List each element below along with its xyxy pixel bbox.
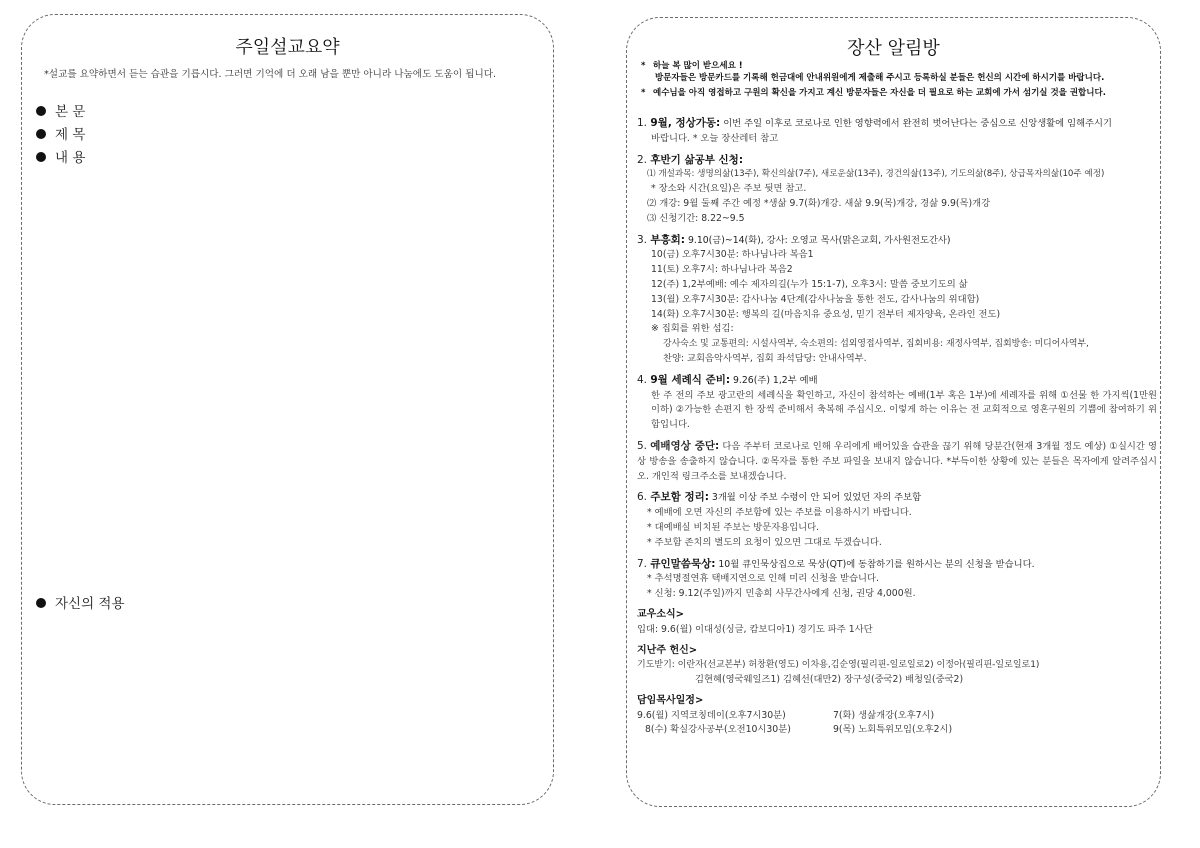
member-news-title: 교우소식> — [637, 608, 685, 620]
visitor-advice: 예수님을 아직 영접하고 구원의 확신을 가지고 계신 방문자들은 자신을 더 필요로 하는 교회에 가서 섬기실 것을 권합니다. — [653, 88, 1106, 98]
scripture-field — [36, 100, 85, 120]
announcement-4: 4. 9월 세례식 준비: 9.26(주) 1,2부 예배 한 주 전의 주보 광고란의 세례식을 확인하고, 자신이 참석하는 예배(1부 혹은 1부)에 세례자를 위해 ①선물 한 가지씩(1만원 이하) ②가능한 손편지 한 장씩 준비해서 축복해 주십시오. 이렇게 하는 이유는 전 교회적으로 영혼구원의 기쁨에 참여하기 위함입니다. — [637, 373, 1157, 431]
sermon-content-field — [36, 146, 85, 166]
schedule-title: 담임목사일정> — [637, 694, 704, 706]
scripture-label: 본 문 — [55, 104, 86, 120]
announcement-5: 5. 예배영상 중단: 다음 주부터 코로나로 인해 우리에게 배어있을 습관을 끊기 위해 당분간(현재 3개월 정도 예상) ①실시간 영상 방송을 송출하지 않습니다. ②목자를 통한 주보 파일을 보내지 않습니다. *부득이한 상황에 있는 분들은 목자에게 알려주십시오. 개인적 링크주소를 보내겠습니다. — [637, 439, 1157, 482]
announcement-3-title: 부흥회: — [650, 233, 686, 246]
offering-title: 지난주 헌신> — [637, 644, 698, 656]
pastor-schedule — [637, 694, 1157, 738]
announcement-7: 7. 큐인말씀묵상: 10월 큐인묵상집으로 묵상(QT)에 동참하기를 원하시는 분의 신청을 받습니다. * 추석명절연휴 택배지연으로 인해 미리 신청을 받습니다. * 신청: 9.12(주일)까지 민총희 사무간사에게 신청, 권당 4,000원. — [637, 557, 1035, 600]
last-week-offering: 지난주 헌신> 기도받기: 이란자(선교본부) 허창환(영도) 이차용,김순영(필리핀-일로일로2) 이정아(필리핀-일로일로1) 김현혜(영국웨일즈1) 김혜선(대만2) 장구성(중국2) 배청일(중국2) — [637, 644, 1157, 688]
welcome-line: 하늘 복 많이 받으세요 ! — [653, 61, 743, 71]
announcement-1: 1. 9월, 정상가동: 이번 주일 이후로 코로나로 인한 영향력에서 완전히 벗어난다는 중심으로 신앙생활에 임해주시기 바랍니다. * 오늘 장산레터 참고 — [637, 117, 1112, 144]
sermon-summary-title: 주일설교요약 — [235, 37, 340, 58]
announcement-1-title: 9월, 정상가동: — [650, 117, 721, 129]
announcement-2-title: 후반기 삶공부 신청: — [650, 153, 744, 166]
announcement-4-title: 9월 세례식 준비: — [650, 373, 731, 386]
member-news: 교우소식> 입대: 9.6(월) 이대성(싱글, 캄보디아1) 경기도 파주 1사단 — [637, 608, 1157, 638]
bullet-icon — [36, 598, 46, 608]
bullet-icon — [36, 129, 46, 139]
sermon-title-label: 제 목 — [55, 127, 86, 143]
application-field — [36, 592, 125, 612]
bullet-icon — [36, 152, 46, 162]
announcement-3: 3. 부흥회: 9.10(금)~14(화), 강사: 오영교 목사(맑은교회, 가사원전도간사) 10(금) 오후7시30분: 하나님나라 복음1 11(토) 오후7시: 하나님나라 복음2 12(주) 1,2부예배: 예수 제자의길(누가 15:1-7), 오후3시: 말씀 중보기도의 삶 13(월) 오후7시30분: 감사나눔 4단계(감사나눔을 통한 전도, 감사나눔의 위대함) 14(화) 오후7시30분: 행복의 길(마음치유 중요성, 믿기 전부터 제자양육, 온라인 전도) ※ 집회를 위한 섬김: 강사숙소 및 교통편의: 시설사역부, 숙소편의: 섭외영접사역부, 집회비용: 재정사역부, 집회방송: 미디어사역부, 찬양: 교회음악사역부, 집회 좌석담당: 안내사역부. — [637, 233, 1089, 364]
schedule-row: 8(수) 확실강사공부(오전10시30분) 9(목) 노회특위모임(오후2시) — [645, 724, 953, 736]
sermon-summary-instruction: *설교를 요약하면서 듣는 습관을 기릅시다. 그러면 기억에 더 오래 남을 뿐만 아니라 나눔에도 도움이 됩니다. — [44, 69, 497, 80]
application-label: 자신의 적용 — [55, 596, 125, 612]
sermon-content-label: 내 용 — [55, 150, 86, 166]
announcement-list — [637, 116, 1157, 744]
announcement-6-title: 주보함 정리: — [650, 491, 709, 504]
sermon-title-field — [36, 123, 85, 143]
announcement-6: 6. 주보함 정리: 3개월 이상 주보 수령이 안 되어 있었던 자의 주보함 * 예배에 오면 자신의 주보함에 있는 주보를 이용하시기 바랍니다. * 대예배실 비치된 주보는 방문자용입니다. * 주보함 존치의 별도의 요청이 있으면 그대로 두겠습니다. — [637, 491, 922, 548]
announcement-5-title: 예배영상 중단: — [650, 439, 720, 452]
welcome-notice: * 하늘 복 많이 받으세요 ! 방문자들은 방문카드를 기록해 헌금대에 안내위원에게 제출해 주시고 등록하실 분들은 헌신의 시간에 하시기를 바랍니다. * 예수님을 아직 영접하고 구원의 확신을 가지고 계신 방문자들은 자신을 더 필요로 하는 교회에 가서 섬기실 것을 권합니다. — [641, 60, 1153, 99]
schedule-row: 9.6(월) 지역코칭데이(오후7시30분) 7(화) 생삶개강(오후7시) — [637, 709, 935, 721]
announcements-title: 장산 알림방 — [847, 38, 940, 59]
bullet-icon — [36, 106, 46, 116]
announcement-2: 2. 후반기 삶공부 신청: ⑴ 개설과목: 생명의삶(13주), 확신의삶(7주), 새로운삶(13주), 경건의삶(13주), 기도의삶(8주), 상급목자의삶(10주 예정) * 장소와 시간(요일)은 주보 뒷면 참고. ⑵ 개강: 9월 둘째 주간 예정 *생삶 9.7(화)개강. 새삶 9.9(목)개강, 경삶 9.9(목)개강 ⑶ 신청기간: 8.22~9.5 — [637, 153, 1105, 224]
announcement-7-title: 큐인말씀묵상: — [650, 557, 716, 570]
sermon-summary-panel — [21, 14, 554, 805]
announcements-panel — [626, 17, 1161, 807]
visitor-instruction: 방문자들은 방문카드를 기록해 헌금대에 안내위원에게 제출해 주시고 등록하실 분들은 헌신의 시간에 하시기를 바랍니다. — [655, 73, 1105, 83]
